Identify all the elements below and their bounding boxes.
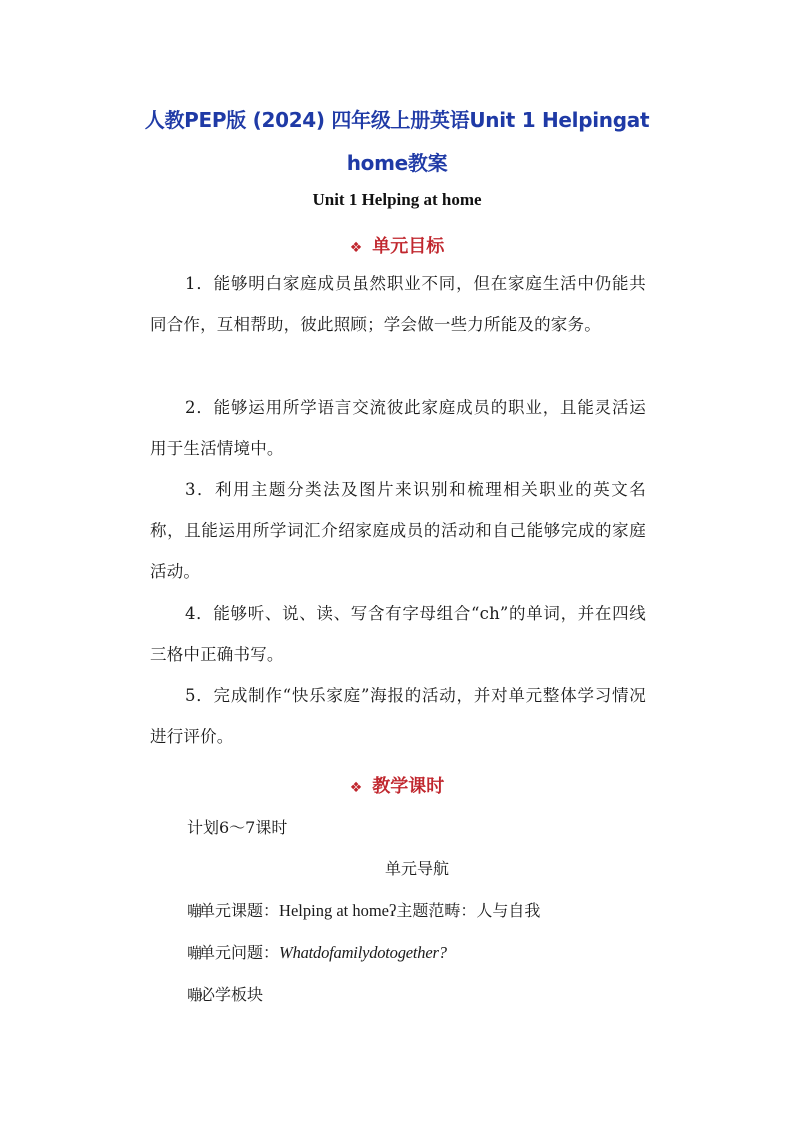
row-value-2: 人与自我	[476, 901, 541, 920]
class-hours-plan: 计划6～7课时	[187, 818, 288, 837]
unit-heading: Unit 1 Helping at home	[312, 190, 482, 209]
row-label: 必学板块	[199, 985, 264, 1004]
objective-paragraph-1: 1．能够明白家庭成员虽然职业不同，但在家庭生活中仍能共同合作，互相帮助，彼此照顾；学会做一些力所能及的家务。	[150, 274, 646, 334]
unit-topic-row	[187, 898, 540, 921]
row-label: 单元课题：	[199, 901, 280, 920]
required-sections-row	[187, 982, 263, 1005]
row-separator-glyph: ʔ	[389, 901, 397, 920]
unit-question-row	[187, 940, 447, 963]
row-label-2: 主题范畴：	[396, 901, 477, 920]
section-heading-class-hours	[0, 772, 794, 798]
objective-paragraph-4: 4．能够听、说、读、写含有字母组合“ch”的单词，并在四线三格中正确书写。	[150, 604, 646, 664]
diamond-bullet-icon: ❖	[349, 780, 363, 796]
section-heading-unit-goals	[0, 232, 794, 258]
unit-navigation-title: 单元导航	[384, 859, 449, 878]
objective-paragraph-2: 2．能够运用所学语言交流彼此家庭成员的职业，且能灵活运用于生活情境中。	[150, 398, 646, 458]
document-title-line-2: home教案	[346, 151, 448, 175]
section-heading-label: 单元目标	[372, 236, 445, 257]
row-marker-glyph: 嘣	[187, 944, 200, 962]
row-marker-glyph: 嘣	[187, 902, 200, 920]
objective-paragraph-5: 5．完成制作“快乐家庭”海报的活动，并对单元整体学习情况进行评价。	[150, 686, 646, 746]
row-marker-glyph: 嘣	[187, 986, 200, 1004]
document-title-line-1: 人教PEP版 (2024) 四年级上册英语Unit 1 Helpingat	[144, 108, 650, 132]
objective-paragraph-3: 3．利用主题分类法及图片来识别和梳理相关职业的英文名称，且能运用所学词汇介绍家庭成员的活动和自己能够完成的家庭活动。	[150, 480, 646, 581]
row-value: Helping at home	[279, 901, 390, 920]
row-label: 单元问题：	[199, 943, 280, 962]
diamond-bullet-icon: ❖	[349, 240, 363, 256]
row-value: Whatdofamilydotogether?	[279, 943, 447, 962]
section-heading-label: 教学课时	[372, 776, 445, 797]
